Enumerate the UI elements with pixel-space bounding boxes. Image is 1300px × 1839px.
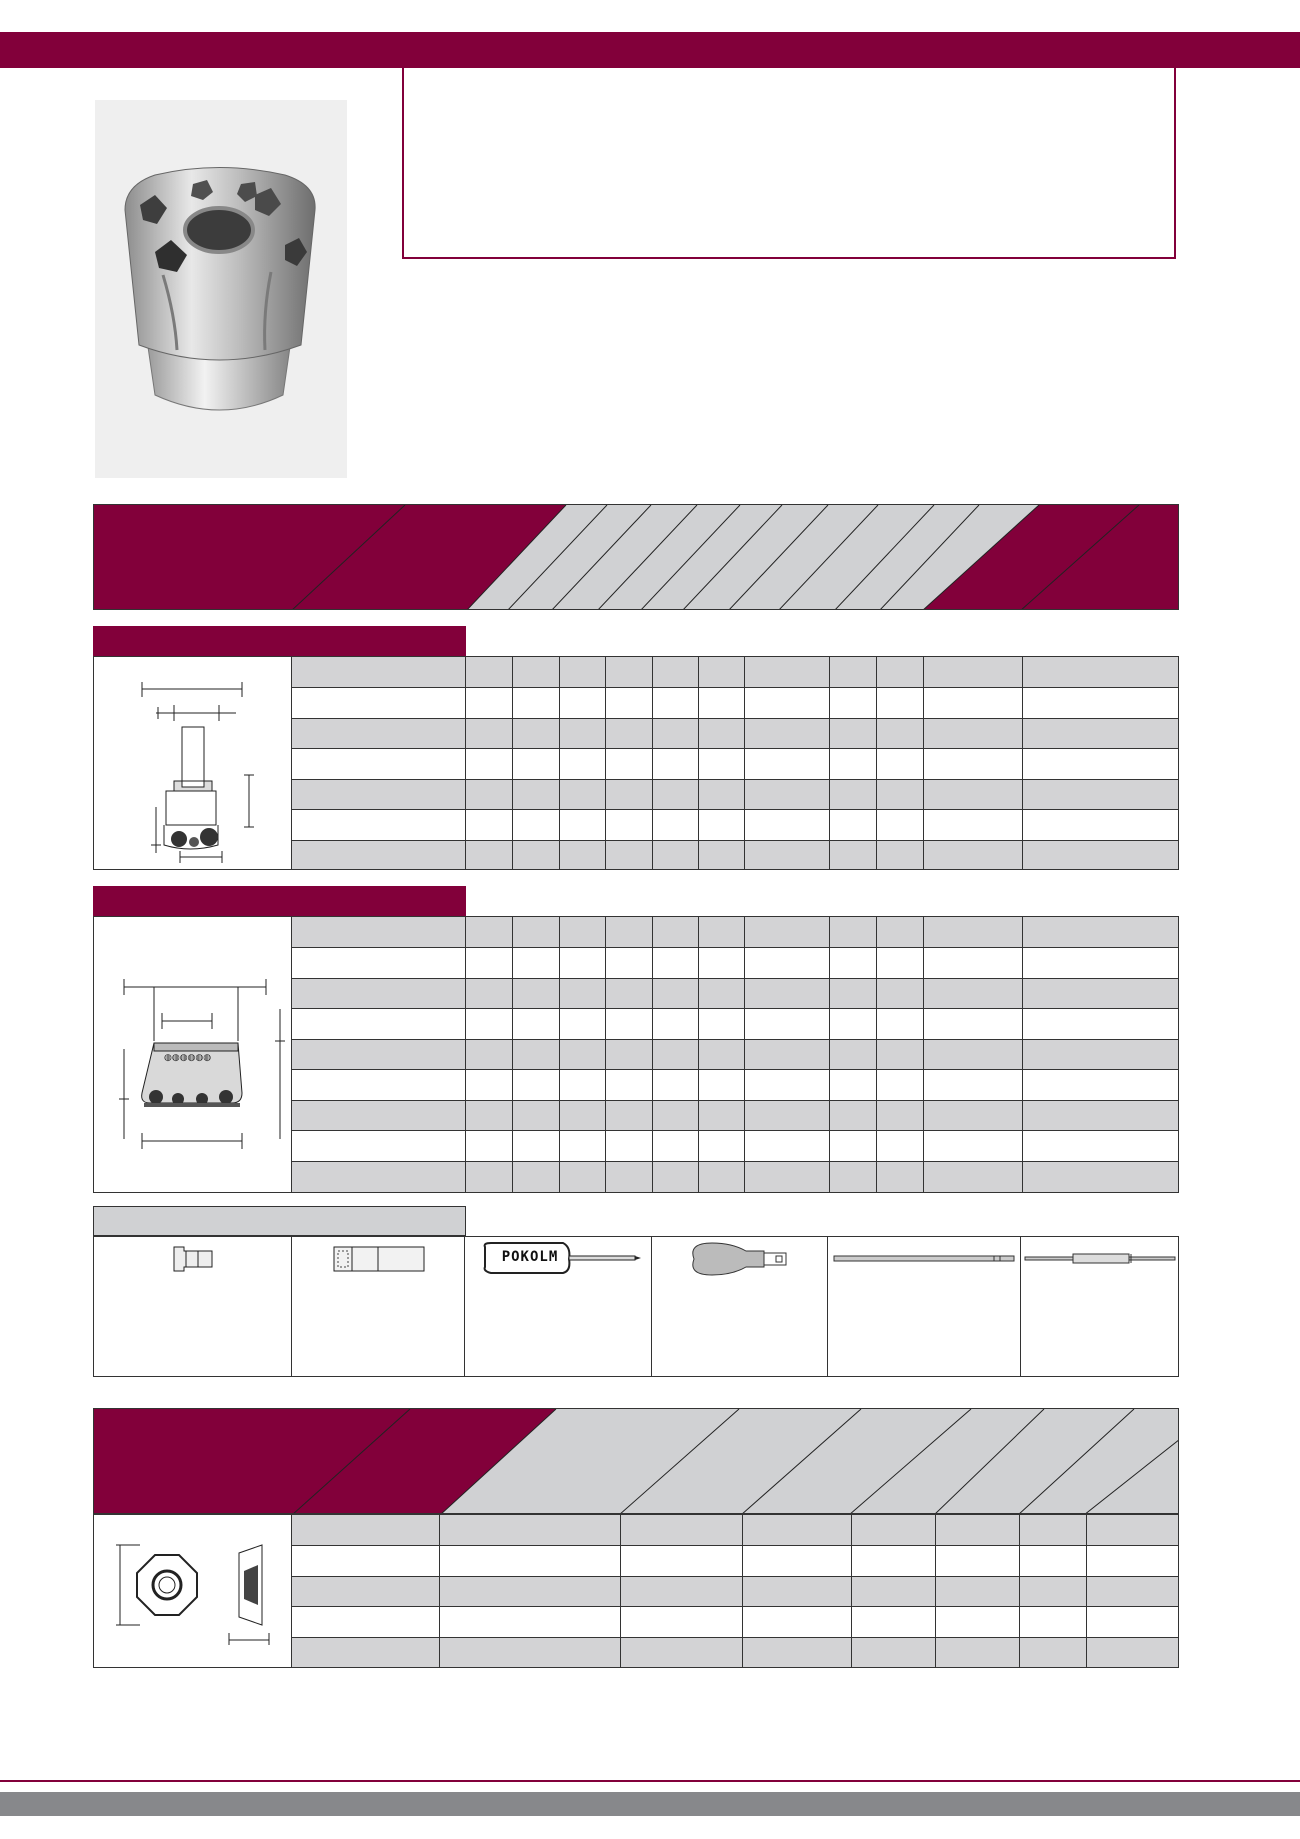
accessories-table [93,1236,1179,1377]
bore-data-grid [292,917,1178,1192]
section-bar-accessories [93,1206,466,1236]
top-brand-bar [0,32,1300,68]
section-bar-bore-type [93,886,466,916]
svg-text:◍◍◍◍◍◍: ◍◍◍◍◍◍ [164,1052,212,1062]
blade-driver-cell [1021,1237,1179,1376]
footer-rule [0,1780,1300,1782]
extension-bar-cell [828,1237,1021,1376]
table-row [292,1130,1178,1161]
table-row [292,1576,1178,1606]
table-row [292,947,1178,978]
insert-table [93,1514,1179,1668]
clamp-screw-icon [94,1237,291,1277]
clamp-screw-cell [94,1237,292,1376]
bore-cutter-table [93,916,1179,1193]
table-row [292,1515,1178,1545]
insert-table-banner [93,1408,1179,1514]
screwdriver-brand-label: POKOLM [501,1249,559,1265]
table-row [292,1100,1178,1130]
table-row [292,748,1178,779]
insert-header-band-graphic [94,1409,1179,1514]
footer-bar [0,1792,1300,1816]
table-row [292,1606,1178,1637]
table-row [292,1545,1178,1576]
table-header-banner [93,504,1179,610]
table-row [292,718,1178,748]
table-row [292,657,1178,687]
bore-cutter-diagram [94,917,292,1193]
header-band-graphic [94,505,1179,610]
table-row [292,1637,1178,1667]
extension-bar-icon [828,1237,1020,1277]
info-box [402,68,1176,259]
key-icon [292,1237,464,1277]
table-row [292,1039,1178,1069]
torque-wrench-icon [652,1237,827,1277]
table-row [292,809,1178,840]
product-photo [95,100,347,478]
shank-cutter-table [93,656,1179,870]
shank-data-grid [292,657,1178,870]
table-row [292,1069,1178,1100]
insert-diagram [94,1515,292,1668]
insert-data-grid [292,1515,1178,1667]
table-row [292,1008,1178,1039]
torque-wrench-cell [652,1237,828,1376]
blade-driver-icon [1021,1237,1179,1277]
table-row [292,840,1178,870]
screwdriver-cell [465,1237,652,1376]
table-row [292,779,1178,809]
key-cell [292,1237,465,1376]
table-row [292,917,1178,947]
shank-cutter-diagram [94,657,292,870]
table-row [292,978,1178,1008]
section-bar-shank-type [93,626,466,656]
table-row [292,687,1178,718]
table-row [292,1161,1178,1192]
